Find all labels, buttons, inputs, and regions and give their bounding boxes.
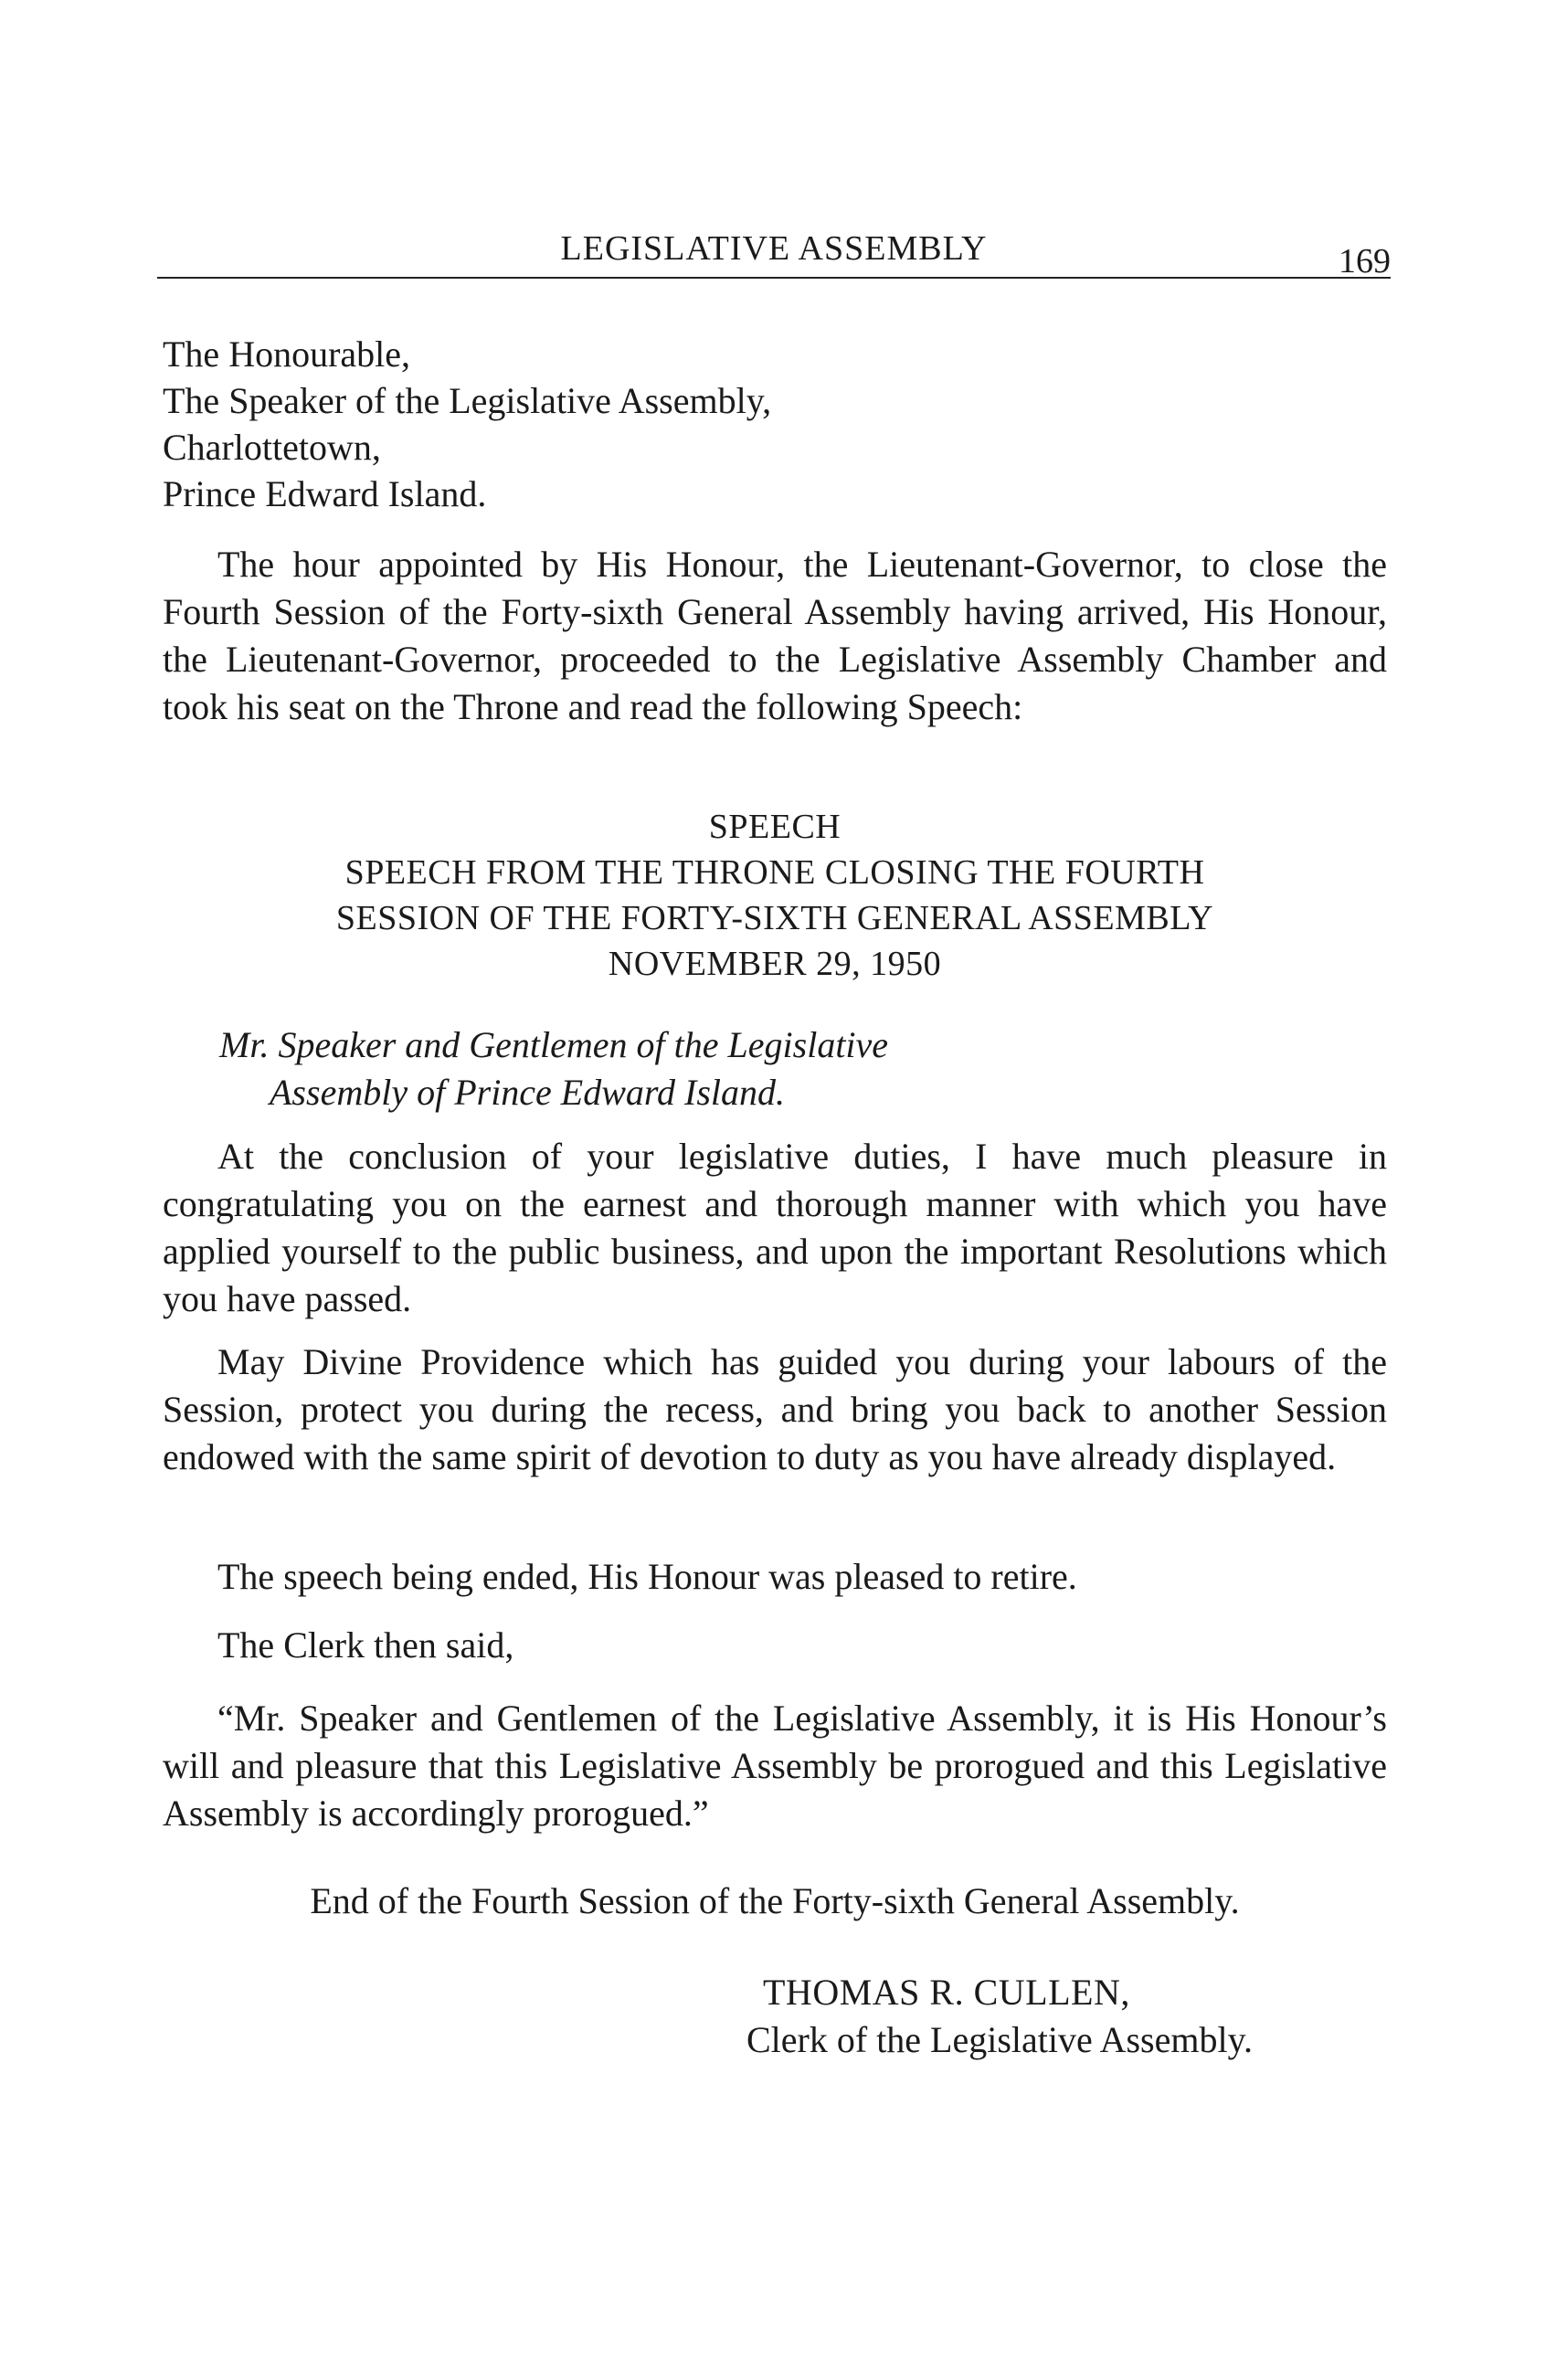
speech-paragraph: May Divine Providence which has guided you during your labours of the Session, protect you during the recess, and bring you back to another Session endowed with the same spirit of devotion to duty as you have already displayed. [163,1341,1387,1477]
clerk-said-line: The Clerk then said, [217,1624,514,1666]
running-header [157,228,1391,283]
signature-block [746,1969,1253,2064]
page-number: 169 [1339,242,1391,280]
salutation-line: Assembly of Prince Edward Island. [270,1072,786,1113]
address-line: Charlottetown, [163,427,381,468]
prorogation-paragraph: “Mr. Speaker and Gentlemen of the Legislative Assembly, it is His Honour’s will and pleasure that this Legislative Assembly be prorogued and this Legislative Assembly is accordingly prorogued.” [163,1698,1387,1834]
speech-heading-line: SPEECH FROM THE THRONE CLOSING THE FOURTH [344,853,1205,892]
speech-heading-line: NOVEMBER 29, 1950 [608,945,942,983]
speech-ended-line: The speech being ended, His Honour was pleased to retire. [217,1556,1077,1597]
salutation-line: Mr. Speaker and Gentlemen of the Legislative [219,1024,889,1065]
signature-title: Clerk of the Legislative Assembly. [746,2019,1253,2060]
speech-heading-line: SESSION OF THE FORTY-SIXTH GENERAL ASSEMBLY [335,899,1214,937]
header-title: LEGISLATIVE ASSEMBLY [560,229,988,268]
salutation [219,1021,888,1116]
speech-heading-line: SPEECH [708,808,842,846]
end-of-session-line: End of the Fourth Session of the Forty-sixth General Assembly. [310,1880,1240,1921]
header-rule [157,277,1391,279]
speech-heading [163,804,1387,987]
signature-name: THOMAS R. CULLEN, [763,1972,1130,2013]
address-block [163,331,771,517]
intro-paragraph: The hour appointed by His Honour, the Lieutenant-Governor, to close the Fourth Session of the Forty-sixth General Assembly having arrived, His Honour, the Lieutenant-Governor, proceeded to the Legislative Assembly Chamber and took his seat on the Throne and read the following Speech: [163,544,1387,727]
address-line: Prince Edward Island. [163,473,487,514]
address-line: The Speaker of the Legislative Assembly, [163,380,772,421]
speech-paragraph: At the conclusion of your legislative duties, I have much pleasure in congratulating you on the earnest and thorough manner with which you have applied yourself to the public business, and upon the important Resolutions which you have passed. [163,1136,1387,1319]
address-line: The Honourable, [163,333,411,375]
